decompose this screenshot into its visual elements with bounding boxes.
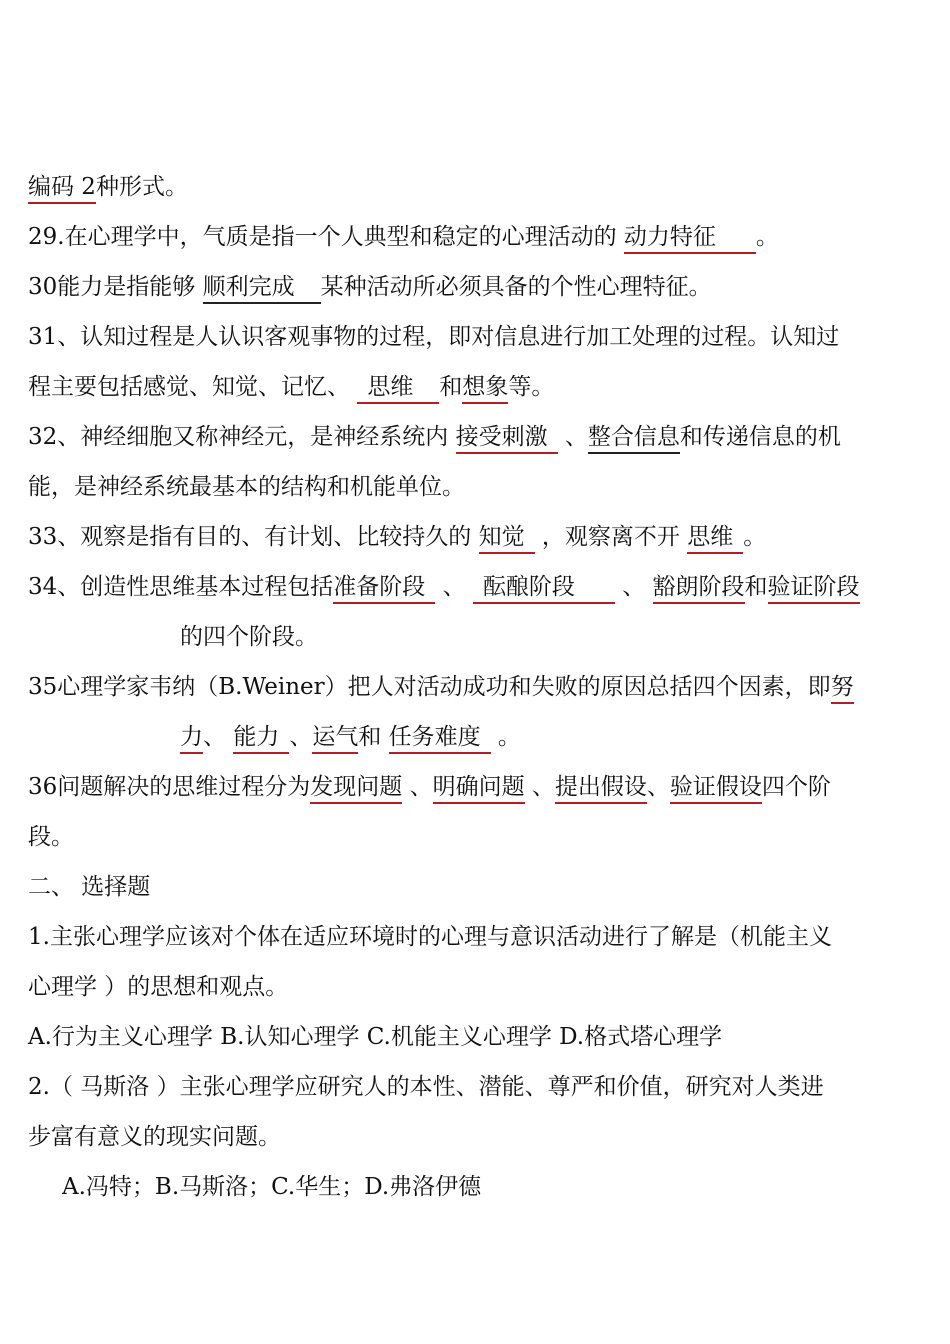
- answer-blank: 酝酿阶段: [473, 572, 615, 604]
- choice-1-line2: 心理学 ）的思想和观点。: [28, 974, 289, 1000]
- answer-blank: 知觉: [479, 522, 535, 554]
- choice-2-line1: 2.（ 马斯洛 ）主张心理学应研究人的本性、潜能、尊严和价值，研究对人类进: [28, 1074, 824, 1100]
- answer-blank: 顺利完成: [203, 272, 321, 304]
- answer-blank: 接受刺激: [456, 422, 558, 454]
- answer-blank: 思维: [687, 522, 743, 554]
- answer-blank: 动力特征: [624, 222, 756, 254]
- answer-blank: 努: [831, 672, 854, 704]
- choice-1-line1: 1.主张心理学应该对个体在适应环境时的心理与意识活动进行了解是（机能主义: [28, 924, 832, 950]
- question-30: 30能力是指能够 顺利完成 某种活动所必须具备的个性心理特征。: [28, 270, 712, 304]
- question-34-line1: 34、创造性思维基本过程包括准备阶段 、 酝酿阶段 、 豁朗阶段和验证阶段: [28, 570, 860, 604]
- question-31-line2: 程主要包括感觉、知觉、记忆、 思维 和想象等。: [28, 370, 554, 404]
- answer-blank: 明确问题: [433, 772, 525, 804]
- answer-blank: 思维: [357, 372, 439, 404]
- question-36-line1: 36问题解决的思维过程分为发现问题 、明确问题 、提出假设、验证假设四个阶: [28, 770, 831, 804]
- section-heading: 二、 选择题: [28, 874, 151, 900]
- question-31-line1: 31、认知过程是人认识客观事物的过程，即对信息进行加工处理的过程。认知过: [28, 324, 840, 350]
- answer-blank: 验证假设: [670, 772, 762, 804]
- question-34-line2: 的四个阶段。: [180, 624, 318, 650]
- choice-1-options: A.行为主义心理学 B.认知心理学 C.机能主义心理学 D.格式塔心理学: [28, 1024, 723, 1050]
- line-encoding-forms: 编码 2种形式。: [28, 170, 188, 204]
- answer-blank: 准备阶段: [333, 572, 435, 604]
- answer-blank: 任务难度: [389, 722, 491, 754]
- answer-blank: 能力: [233, 722, 289, 754]
- answer-blank: 发现问题: [310, 772, 402, 804]
- answer-blank: 验证阶段: [768, 572, 860, 604]
- choice-2-options: A.冯特；B.马斯洛；C.华生；D.弗洛伊德: [62, 1174, 482, 1200]
- question-32-line2: 能，是神经系统最基本的结构和机能单位。: [28, 474, 465, 500]
- choice-2-line2: 步富有意义的现实问题。: [28, 1124, 281, 1150]
- question-35-line2: 力、 能力 、运气和 任务难度 。: [180, 720, 521, 754]
- question-35-line1: 35心理学家韦纳（B.Weiner）把人对活动成功和失败的原因总括四个因素，即努: [28, 670, 854, 704]
- answer-blank: 编码 2: [28, 172, 96, 204]
- answer-blank: 运气: [312, 722, 358, 754]
- answer-blank: 整合信息: [588, 422, 680, 454]
- answer-blank: 提出假设: [555, 772, 647, 804]
- answer-blank: 力: [180, 722, 203, 754]
- question-33: 33、观察是指有目的、有计划、比较持久的 知觉 ，观察离不开 思维 。: [28, 520, 766, 554]
- question-29: 29.在心理学中，气质是指一个人典型和稳定的心理活动的 动力特征 。: [28, 220, 779, 254]
- answer-blank: 豁朗阶段: [653, 572, 745, 604]
- question-32-line1: 32、神经细胞又称神经元，是神经系统内 接受刺激 、整合信息和传递信息的机: [28, 420, 841, 454]
- question-36-line2: 段。: [28, 824, 74, 850]
- answer-blank: 想象: [462, 372, 508, 404]
